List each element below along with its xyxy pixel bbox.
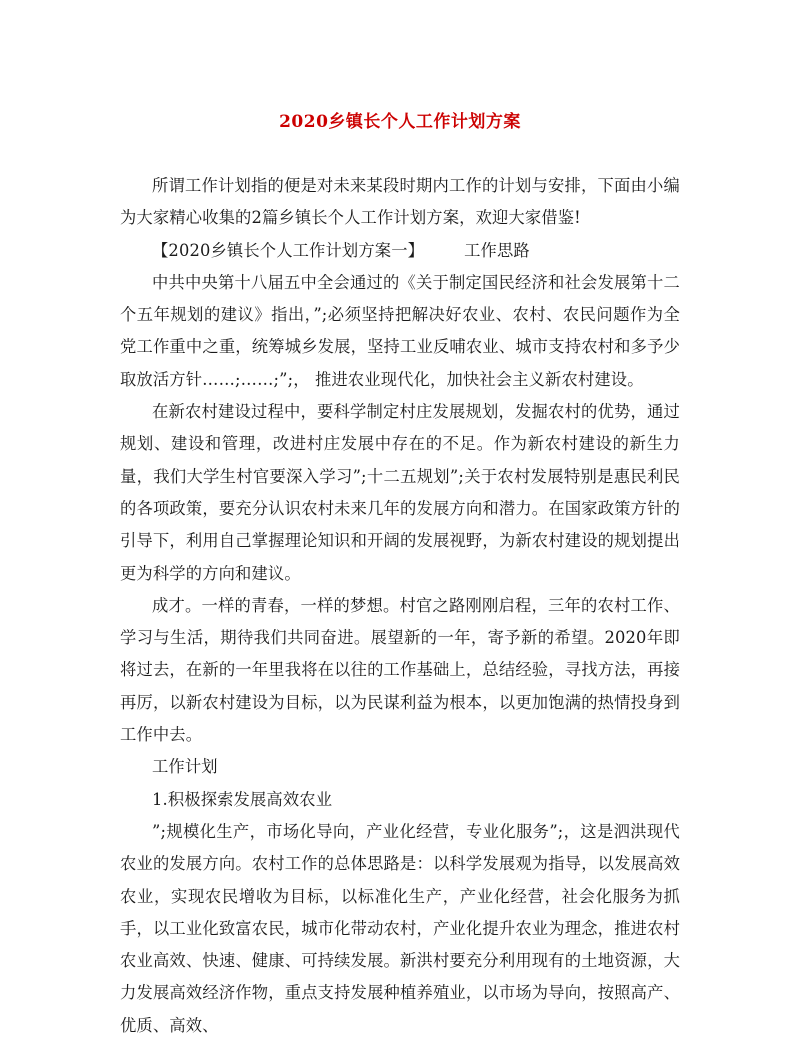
document-title: 2020乡镇长个人工作计划方案 — [279, 112, 521, 132]
work-plan-heading: 工作计划 — [152, 757, 218, 777]
intro-paragraph: 所谓工作计划指的便是对未来某段时期内工作的计划与安排，下面由小编为大家精心收集的2篇乡镇长个人工作计划方案，欢迎大家借鉴! — [120, 176, 680, 228]
item-one-heading: 1.积极探索发展高效农业 — [152, 789, 333, 809]
document-body — [120, 170, 680, 1042]
plan-one-heading: 【2020乡镇长个人工作计划方案一】 — [152, 240, 425, 260]
paragraph-efficient-agriculture: ”;规模化生产，市场化导向，产业化经营，专业化服务”;，这是泗洪现代农业的发展方向。农村工作的总体思路是：以科学发展观为指导，以发展高效农业，实现农民增收为目标，以标准化生产，产业化经营，社会化服务为抓手，以工业化致富农民，城市化带动农村，产业化提升农业为理念，推进农村农业高效、快速、健康、可持续发展。新洪村要充分利用现有的土地资源，大力发展高效经济作物，重点支持发展种植养殖业，以市场为导向，按照高产、优质、高效、 — [120, 821, 680, 1035]
paragraph-outlook: 成才。一样的青春，一样的梦想。村官之路刚刚启程，三年的农村工作、学习与生活，期待我们共同奋进。展望新的一年，寄予新的希望。2020年即将过去，在新的一年里我将在以往的工作基础上，总结经验，寻找方法，再接再厉，以新农村建设为目标，以为民谋利益为根本，以更加饱满的热情投身到工作中去。 — [120, 595, 680, 745]
paragraph-central-committee: 中共中央第十八届五中全会通过的《关于制定国民经济和社会发展第十二个五年规划的建议》指出，”;必须坚持把解决好农业、农村、农民问题作为全党工作重中之重，统筹城乡发展，坚持工业反哺农业、城市支持农村和多予少取放活方针……;……;”;， 推进农业现代化，加快社会主义新农村建设。 — [120, 272, 680, 389]
section-subheading: 工作思路 — [464, 240, 530, 260]
paragraph-new-countryside: 在新农村建设过程中，要科学制定村庄发展规划，发掘农村的优势，通过规划、建设和管理，改进村庄发展中存在的不足。作为新农村建设的新生力量，我们大学生村官要深入学习”;十二五规划”;关于农村发展特别是惠民利民的各项政策，要充分认识农村未来几年的发展方向和潜力。在国家政策方针的引导下，利用自己掌握理论知识和开阔的发展视野，为新农村建设的规划提出更为科学的方向和建议。 — [120, 402, 680, 583]
plan-one-heading-line — [120, 235, 680, 267]
